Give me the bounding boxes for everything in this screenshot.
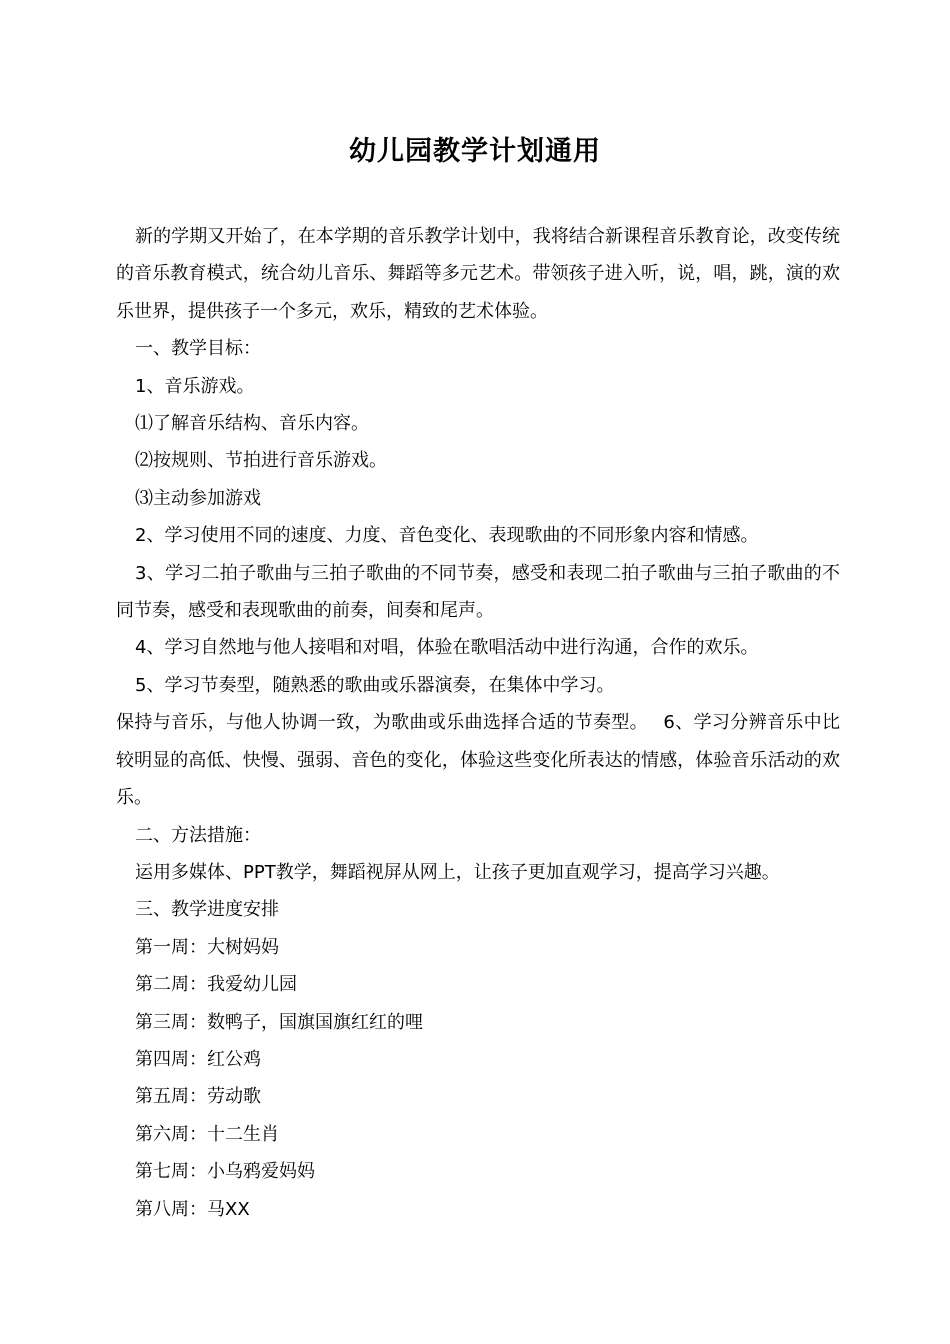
document-body — [116, 218, 840, 1228]
schedule-item: 第一周：大树妈妈 — [135, 936, 279, 958]
goal-subitem: ⑵按规则、节拍进行音乐游戏。 — [135, 450, 387, 472]
schedule-item: 第八周：马XX — [135, 1198, 250, 1220]
section-heading-methods: 二、方法措施： — [135, 824, 261, 846]
schedule-item: 第五周：劳动歌 — [135, 1086, 261, 1108]
schedule-item: 第四周：红公鸡 — [135, 1048, 261, 1070]
schedule-item: 第七周：小乌鸦爱妈妈 — [135, 1161, 315, 1183]
goal-item: 5、学习节奏型，随熟悉的歌曲或乐器演奏，在集体中学习。 — [135, 674, 615, 696]
goal-subitem: ⑴了解音乐结构、音乐内容。 — [135, 413, 369, 435]
schedule-item: 第三周：数鸭子，国旗国旗红红的哩 — [135, 1011, 423, 1033]
schedule-item: 第二周：我爱幼儿园 — [135, 974, 297, 996]
section-heading-goals: 一、教学目标： — [135, 338, 261, 360]
document-title: 幼儿园教学计划通用 — [349, 136, 601, 167]
section-heading-schedule: 三、教学进度安排 — [135, 899, 279, 921]
goal-item: 2、学习使用不同的速度、力度、音色变化、表现歌曲的不同形象内容和情感。 — [135, 525, 759, 547]
goal-item: 4、学习自然地与他人接唱和对唱，体验在歌唱活动中进行沟通，合作的欢乐。 — [135, 637, 759, 659]
intro-paragraph: 新的学期又开始了，在本学期的音乐教学计划中，我将结合新课程音乐教育论，改变传统的音乐教育模式，统合幼儿音乐、舞蹈等多元艺术。带领孩子进入听，说，唱，跳，演的欢乐世界，提供孩子一个多元，欢乐，精致的艺术体验。 — [116, 226, 840, 322]
goal-item-continuation: 保持与音乐，与他人协调一致，为歌曲或乐曲选择合适的节奏型。 6、学习分辨音乐中比较明显的高低、快慢、强弱、音色的变化，体验这些变化所表达的情感，体验音乐活动的欢乐。 — [116, 712, 840, 809]
goal-subitem: ⑶主动参加游戏 — [135, 487, 261, 509]
schedule-item: 第六周：十二生肖 — [135, 1123, 279, 1145]
goal-item: 1、音乐游戏。 — [135, 375, 255, 397]
goal-item: 3、学习二拍子歌曲与三拍子歌曲的不同节奏，感受和表现二拍子歌曲与三拍子歌曲的不同节奏，感受和表现歌曲的前奏，间奏和尾声。 — [116, 562, 840, 622]
methods-paragraph: 运用多媒体、PPT教学，舞蹈视屏从网上，让孩子更加直观学习，提高学习兴趣。 — [135, 861, 780, 883]
